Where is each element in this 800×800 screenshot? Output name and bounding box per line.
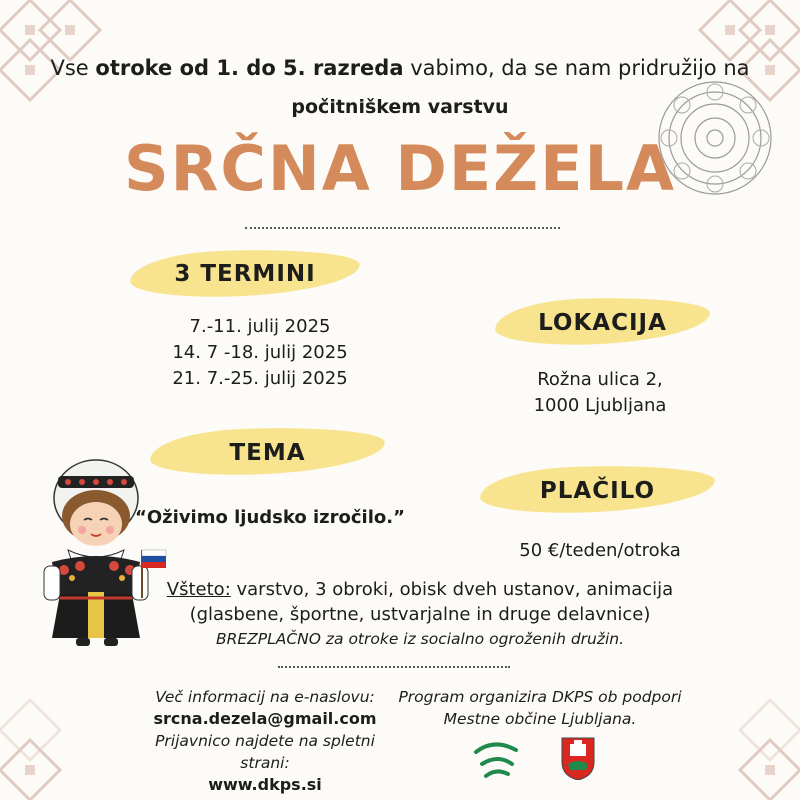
page-title: SRČNA DEŽELA: [124, 132, 676, 205]
vsteto-label: Všteto:: [166, 579, 231, 600]
footer-contact: [130, 686, 400, 796]
organizer-note: [380, 686, 700, 730]
divider-bottom: [278, 666, 510, 668]
tema-quote: “Oživimo ljudsko izročilo.”: [135, 507, 405, 528]
web-label: Prijavnico najdete na spletni strani:: [155, 732, 375, 772]
vsteto-line-1: Všteto: varstvo, 3 obroki, obisk dveh ustanov, animacija: [166, 579, 674, 600]
tema-heading: TEMA: [229, 440, 306, 466]
organizer-line-2: Mestne občine Ljubljana.: [443, 710, 637, 728]
termini-date-3: 21. 7.-25. julij 2025: [172, 368, 348, 389]
placilo-heading: PLAČILO: [539, 478, 656, 504]
intro-highlight: otroke od 1. do 5. razreda: [95, 56, 404, 80]
email-link[interactable]: srcna.dezela@gmail.com: [153, 709, 377, 728]
info-label: Več informacij na e-naslovu:: [155, 688, 375, 706]
placilo-price: 50 €/teden/otroka: [519, 540, 681, 561]
lokacija-line-2: 1000 Ljubljana: [533, 395, 667, 416]
divider-top: [245, 227, 560, 229]
organizer-line-1: Program organizira DKPS ob podpori: [398, 688, 682, 706]
lokacija-address: [480, 367, 720, 419]
lokacija-heading: LOKACIJA: [538, 310, 667, 336]
folk-pattern-corner-bottom-left: [0, 680, 120, 800]
termini-heading: 3 TERMINI: [174, 261, 316, 287]
website-link[interactable]: www.dkps.si: [208, 775, 322, 794]
subtitle: počitniškem varstvu: [291, 96, 509, 118]
termini-date-1: 7.-11. julij 2025: [189, 316, 331, 337]
termini-date-2: 14. 7 -18. julij 2025: [172, 342, 348, 363]
intro-text: Vse otroke od 1. do 5. razreda vabimo, da se nam pridružijo na: [50, 56, 750, 80]
lokacija-line-1: Rožna ulica 2,: [537, 369, 663, 390]
ljubljana-coat-of-arms-icon: [560, 736, 596, 780]
dkps-logo-icon: [470, 736, 522, 782]
vsteto-line-2: (glasbene, športne, ustvarjalne in druge delavnice): [189, 604, 651, 625]
termini-dates: [110, 314, 410, 392]
free-note: BREZPLAČNO za otroke iz socialno ogroženih družin.: [215, 630, 625, 648]
